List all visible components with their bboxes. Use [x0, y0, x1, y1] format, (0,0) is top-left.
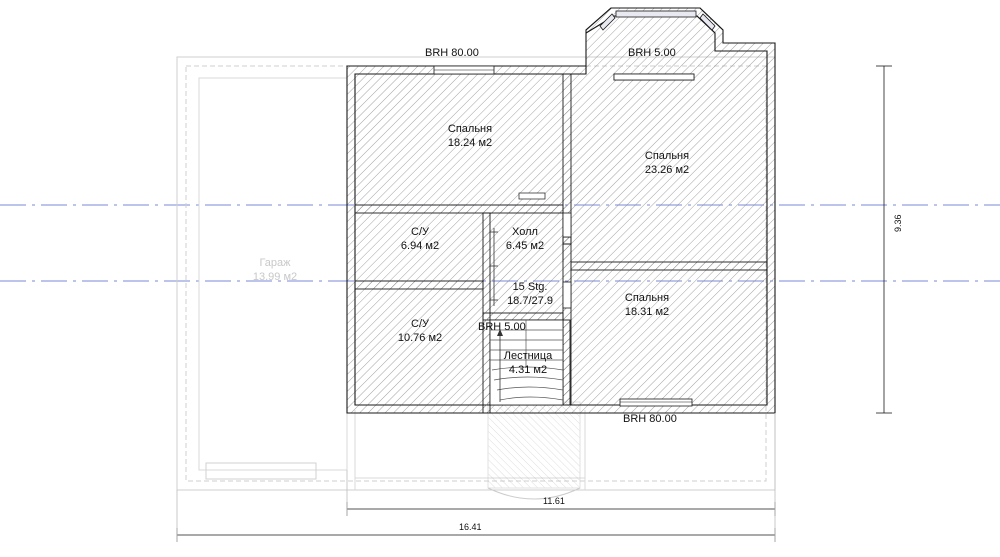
dimension-right-vertical: 9.36	[893, 214, 903, 232]
room-area: 18.31 м2	[624, 306, 670, 318]
room-area: 23.26 м2	[644, 164, 690, 176]
room-area: 18.24 м2	[447, 137, 493, 149]
terrace-projection	[488, 402, 580, 499]
room-label-bedroom-3	[587, 291, 707, 319]
room-area: 6.45 м2	[505, 240, 545, 252]
dimension-bottom-inner: 11.61	[543, 496, 565, 506]
room-label-bedroom-2	[607, 149, 727, 177]
room-name: Лестница	[503, 350, 553, 362]
room-area: 10.76 м2	[397, 332, 443, 344]
room-name: Спальня	[447, 123, 493, 135]
window-tag-bay: BRH 5.00	[628, 47, 676, 59]
window-tag-stair: BRH 5.00	[478, 321, 526, 333]
window-tag-top-left: BRH 80.00	[425, 47, 479, 59]
room-area: 13.99 м2	[252, 271, 298, 283]
room-label-bathroom-1	[360, 225, 480, 253]
stair-note-line-1: 15 Stg.	[512, 281, 548, 293]
room-label-hall	[483, 225, 567, 253]
room-name: С/У	[411, 318, 429, 330]
room-label-bedroom-1	[410, 122, 530, 150]
dimension-bottom-outer: 16.41	[459, 522, 482, 532]
room-name: Спальня	[644, 150, 690, 162]
stair-riser-note	[482, 280, 578, 308]
window-tag-bottom-right: BRH 80.00	[623, 413, 677, 425]
room-area: 4.31 м2	[508, 364, 548, 376]
room-name: Гараж	[259, 257, 291, 269]
room-area: 6.94 м2	[400, 240, 440, 252]
room-name: Спальня	[624, 292, 670, 304]
room-label-staircase	[486, 349, 570, 377]
room-name: С/У	[411, 226, 429, 238]
room-name: Холл	[512, 226, 538, 238]
room-label-bathroom-2	[360, 317, 480, 345]
room-label-garage	[215, 256, 335, 284]
stair-note-line-2: 18.7/27.9	[507, 295, 553, 307]
